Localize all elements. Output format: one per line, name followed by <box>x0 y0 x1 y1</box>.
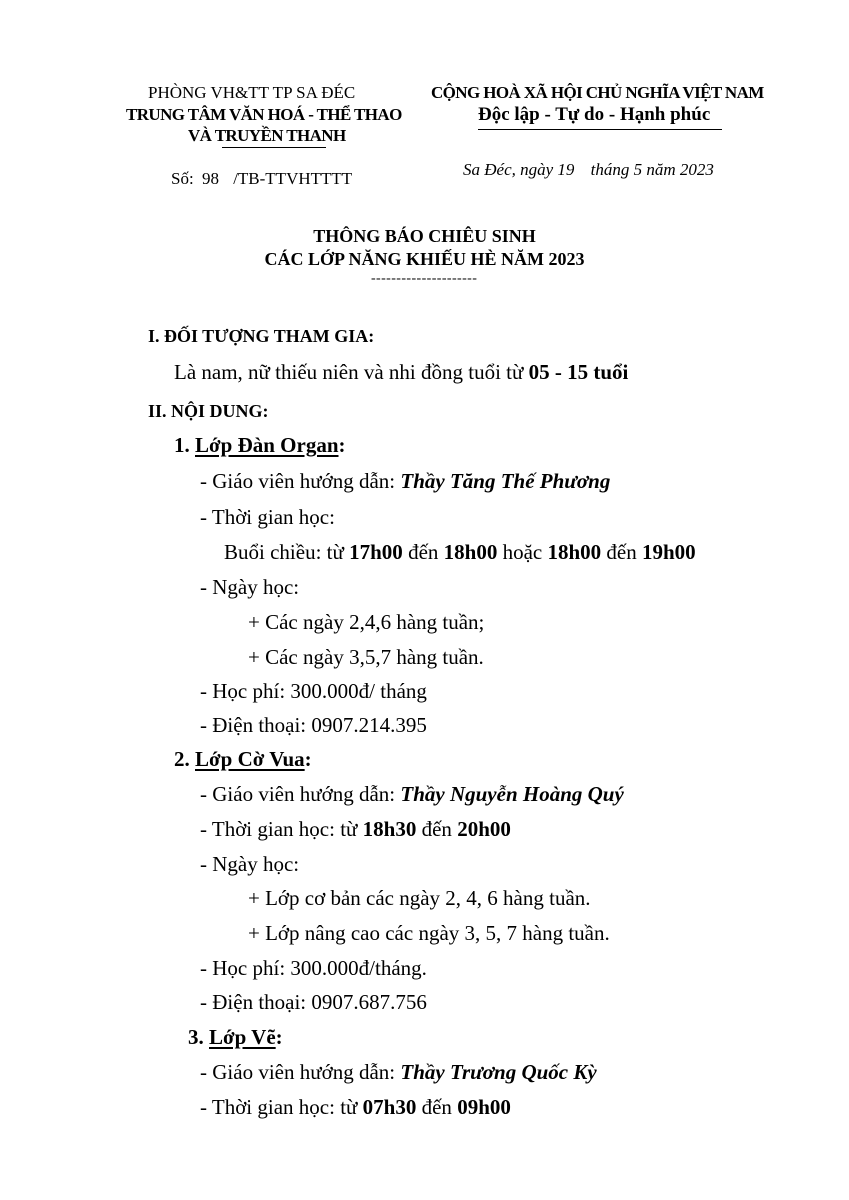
class3-time-label: - Thời gian học: từ <box>200 1095 358 1119</box>
class3-teacher-name: Thầy Trương Quốc Kỳ <box>400 1060 597 1084</box>
class1-or: hoặc <box>502 540 543 564</box>
document-number <box>171 169 352 189</box>
class2-time <box>200 817 511 841</box>
class3-number: 3. <box>188 1025 204 1049</box>
document-number-label: Số: <box>171 169 194 188</box>
notice-subtitle: CÁC LỚP NĂNG KHIẾU HÈ NĂM 2023 <box>264 249 585 269</box>
class3-heading <box>188 1025 283 1049</box>
class1-days1: + Các ngày 2,4,6 hàng tuần; <box>248 610 485 634</box>
document-number-value: 98 <box>201 169 219 188</box>
section1-heading: I. ĐỐI TƯỢNG THAM GIA: <box>148 326 375 346</box>
class2-t-from: 18h30 <box>362 817 417 841</box>
class1-session-label: Buổi chiều: từ <box>224 540 344 564</box>
national-motto: Độc lập - Tự do - Hạnh phúc <box>478 104 711 125</box>
class3-colon: : <box>275 1025 283 1049</box>
agency-parent: PHÒNG VH&TT TP SA ĐÉC <box>148 83 356 102</box>
class2-to: đến <box>421 817 452 841</box>
class2-teacher-name: Thầy Nguyễn Hoàng Quý <box>400 782 624 806</box>
class2-t-to: 20h00 <box>457 817 511 841</box>
class2-number: 2. <box>174 747 190 771</box>
date-place-day: Sa Đéc, ngày 19 <box>463 160 575 179</box>
class1-name: Lớp Đàn Organ <box>195 433 339 457</box>
class3-time <box>200 1095 511 1119</box>
class2-teacher-label: - Giáo viên hướng dẫn: <box>200 782 396 806</box>
class2-colon: : <box>304 747 312 771</box>
class1-t1-to: 18h00 <box>443 540 498 564</box>
class1-phone: - Điện thoại: 0907.214.395 <box>200 713 427 737</box>
class1-teacher-name: Thầy Tăng Thế Phương <box>400 469 611 493</box>
class2-time-label: - Thời gian học: từ <box>200 817 358 841</box>
class1-schedule <box>224 540 696 564</box>
date-month-year: tháng 5 năm 2023 <box>590 160 714 179</box>
title-divider: --------------------- <box>371 271 478 286</box>
class3-t-from: 07h30 <box>362 1095 417 1119</box>
class1-t1-from: 17h00 <box>349 540 403 564</box>
class1-teacher <box>200 469 610 493</box>
class1-fee: - Học phí: 300.000đ/ tháng <box>200 679 427 703</box>
class1-days2: + Các ngày 3,5,7 hàng tuần. <box>248 645 484 669</box>
class1-to1: đến <box>408 540 439 564</box>
section2-heading: II. NỘI DUNG: <box>148 401 269 421</box>
class1-t2-to: 19h00 <box>642 540 696 564</box>
class1-time-label: - Thời gian học: <box>200 505 335 529</box>
age-dash: - <box>554 360 562 384</box>
class2-teacher <box>200 782 624 806</box>
motto-underline <box>478 129 722 130</box>
class2-phone: - Điện thoại: 0907.687.756 <box>200 990 427 1014</box>
document-number-suffix: /TB-TTVHTTTT <box>233 169 353 188</box>
class2-days-label: - Ngày học: <box>200 852 300 876</box>
agency-name-line2: VÀ TRUYỀN THANH <box>188 126 346 145</box>
agency-underline <box>222 147 326 148</box>
class3-name: Lớp Vẽ <box>209 1025 276 1049</box>
class2-fee: - Học phí: 300.000đ/tháng. <box>200 956 427 980</box>
document-date <box>463 160 714 180</box>
class2-heading <box>174 747 312 771</box>
class3-t-to: 09h00 <box>457 1095 511 1119</box>
class2-days2: + Lớp nâng cao các ngày 3, 5, 7 hàng tuần. <box>248 921 610 945</box>
age-from: 05 <box>528 360 550 384</box>
national-title: CỘNG HOÀ XÃ HỘI CHỦ NGHĨA VIỆT NAM <box>431 83 764 102</box>
class1-days-label: - Ngày học: <box>200 575 300 599</box>
age-to: 15 tuổi <box>567 360 629 384</box>
class3-teacher-label: - Giáo viên hướng dẫn: <box>200 1060 396 1084</box>
class1-t2-from: 18h00 <box>547 540 602 564</box>
class1-number: 1. <box>174 433 190 457</box>
class1-colon: : <box>338 433 346 457</box>
class2-name: Lớp Cờ Vua <box>195 747 305 771</box>
class1-heading <box>174 433 346 457</box>
class3-to: đến <box>421 1095 452 1119</box>
class3-teacher <box>200 1060 597 1084</box>
agency-name-line1: TRUNG TÂM VĂN HOÁ - THỂ THAO <box>126 105 402 124</box>
notice-title: THÔNG BÁO CHIÊU SINH <box>313 226 536 246</box>
class1-teacher-label: - Giáo viên hướng dẫn: <box>200 469 396 493</box>
section1-text-prefix: Là nam, nữ thiếu niên và nhi đồng tuổi từ <box>174 360 524 384</box>
section1-text <box>174 360 628 384</box>
class1-to2: đến <box>606 540 637 564</box>
class2-days1: + Lớp cơ bản các ngày 2, 4, 6 hàng tuần. <box>248 886 591 910</box>
